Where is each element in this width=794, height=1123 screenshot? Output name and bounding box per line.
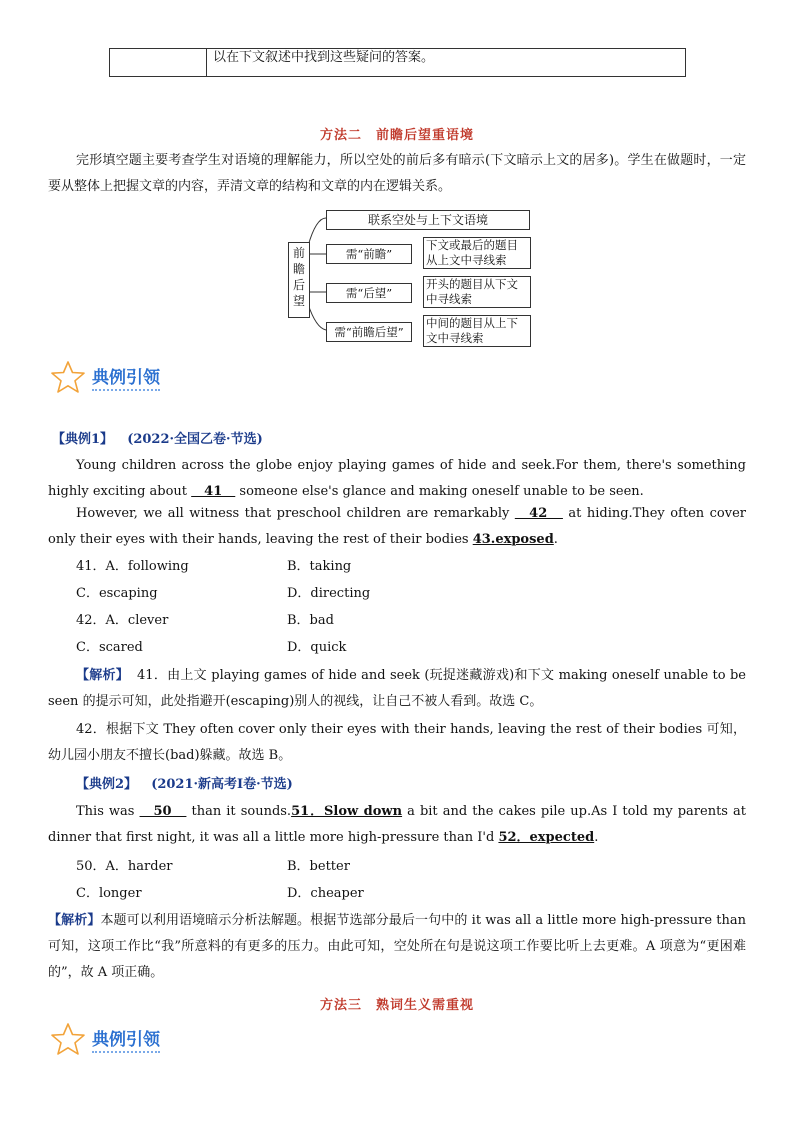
diagram-branch-3-label: 需“前瞻后望” [326, 322, 412, 342]
example1-p1-text-a: Young children across the globe enjoy playing games of hide and seek.For them, there's something highly exciting about [48, 458, 746, 499]
method3-title: 方法三 熟词生义需重视 [319, 998, 474, 1013]
example1-analysis2 [48, 717, 746, 769]
example-banner-2 [50, 1022, 160, 1056]
example1-para1 [48, 453, 746, 505]
option-42c: C．scared [76, 640, 143, 655]
example1-analysis-label: 【解析】 [76, 668, 130, 683]
diagram-root: 前瞻后望 [288, 242, 310, 318]
example1-analysis2-text: 42．根据下文 They often cover only their eyes with their hands, leaving the rest of their bodies 可知，幼儿园小朋友不擅长(bad)躲藏。故选 B。 [48, 722, 746, 763]
example2-analysis-text: 本题可以利用语境暗示分析法解题。根据节选部分最后一句中的 it was all a little more high-pressure than 可知，这项工作比“我”所意料的有更多的压力。由此可知，空处所在句是说这项工作要比听上去更难。A 项意为“更困难的”，故 A 项正确。 [48, 913, 746, 980]
option-row [76, 581, 370, 607]
example2-para [48, 799, 746, 851]
blank-50: 50 [139, 804, 187, 819]
example2-text-d: . [594, 830, 599, 845]
star-icon [50, 1022, 86, 1056]
blank-42: 42 [514, 506, 563, 521]
diagram-branch-1-label: 需“前瞻” [326, 244, 412, 264]
top-table-right-cell: 以在下文叙述中找到这些疑问的答案。 [213, 50, 435, 65]
blank-43: 43.exposed [472, 532, 554, 547]
example2-header [76, 773, 293, 797]
top-table-left-cell [110, 49, 207, 76]
option-41b: B．taking [287, 559, 352, 574]
option-50c: C．longer [76, 886, 142, 901]
example-banner [50, 360, 160, 394]
example2-text-b: than it sounds. [186, 804, 292, 819]
option-41a: 41．A．following [76, 559, 189, 574]
option-41d: D．directing [287, 586, 371, 601]
example1-para2 [48, 501, 746, 553]
option-row [76, 854, 364, 880]
example2-analysis-label: 【解析】 [48, 913, 101, 928]
blank-52: 52．expected [498, 830, 595, 845]
example2-options [76, 854, 364, 907]
option-row [76, 608, 370, 634]
option-42d: D．quick [287, 640, 347, 655]
top-table [109, 48, 686, 77]
method2-title: 方法二 前瞻后望重语境 [319, 128, 474, 143]
example2-text-a: This was [76, 804, 140, 819]
method-diagram [286, 208, 532, 350]
example1-p1-text-b: someone else's glance and making oneself unable to be seen. [235, 484, 644, 499]
banner-label: 典例引领 [92, 363, 160, 391]
method2-paragraph [48, 148, 746, 200]
option-row [76, 554, 370, 580]
example2-text-c: a bit and the cakes pile up.As I told my parents at dinner that first night, it was all a little more high-pressure than I'd [48, 804, 747, 845]
example1-p2-text-a: However, we all witness that preschool children are remarkably [76, 506, 515, 521]
option-50a: 50．A．harder [76, 859, 173, 874]
example1-header [52, 428, 263, 452]
example2-source: (2021·新高考Ⅰ卷·节选) [151, 777, 293, 792]
example1-p2-text-b: at hiding.They often cover only their eyes with their hands, leaving the rest of their bodies [48, 506, 746, 547]
banner-label-2: 典例引领 [92, 1025, 160, 1053]
star-icon [50, 360, 86, 394]
example1-analysis1 [48, 663, 746, 715]
example2-analysis [48, 908, 746, 986]
method2-text: 完形填空题主要考查学生对语境的理解能力，所以空处的前后多有暗示(下文暗示上文的居多)。学生在做题时，一定要从整体上把握文章的内容，弄清文章的结构和文章的内在逻辑关系。 [48, 153, 746, 194]
option-50d: D．cheaper [287, 886, 364, 901]
example1-options [76, 554, 370, 661]
option-42a: 42．A．clever [76, 613, 169, 628]
diagram-top: 联系空处与上下文语境 [326, 210, 530, 230]
option-row [76, 881, 364, 907]
option-row [76, 635, 370, 661]
diagram-branch-2-desc: 开头的题目从下文中寻线索 [423, 276, 531, 308]
example1-p2-text-c: . [553, 532, 558, 547]
example2-label: 【典例2】 [76, 777, 138, 792]
blank-41: 41 [191, 484, 236, 499]
diagram-branch-3-desc: 中间的题目从上下文中寻线索 [423, 315, 531, 347]
example1-source: (2022·全国乙卷·节选) [127, 432, 263, 447]
example1-label: 【典例1】 [52, 432, 114, 447]
diagram-branch-2-label: 需“后望” [326, 283, 412, 303]
blank-51: 51．Slow down [291, 804, 403, 819]
option-42b: B．bad [287, 613, 334, 628]
option-41c: C．escaping [76, 586, 158, 601]
example1-analysis1-text: 41．由上文 playing games of hide and seek (玩捉迷藏游戏)和下文 making oneself unable to be seen 的提示可知，此处指避开(escaping)别人的视线，让自己不被人看到。故选 C。 [48, 668, 746, 709]
diagram-branch-1-desc: 下文或最后的题目从上文中寻线索 [423, 237, 531, 269]
option-50b: B．better [287, 859, 350, 874]
